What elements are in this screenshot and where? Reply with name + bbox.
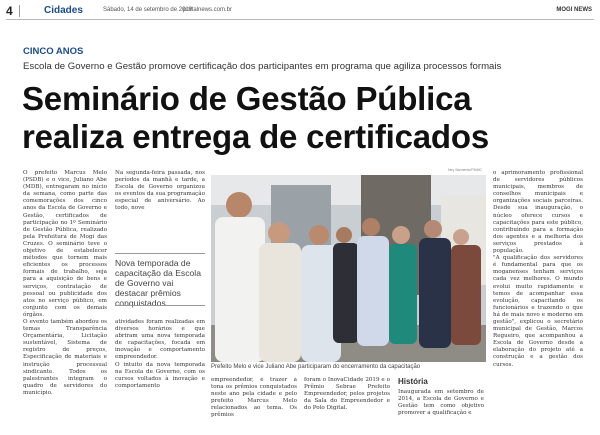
event-photo xyxy=(211,175,486,362)
body-column-2-top: Na segunda-feira passada, nos períodos da manhã e tarde, a Escola de Governo organizou os eventos da sua programação especial de aniversário. Ao todo, nove xyxy=(115,170,205,212)
event-photo-illustration xyxy=(211,175,486,362)
headline-line-1: Seminário de Gestão Pública xyxy=(22,80,472,117)
photo-caption: Prefeito Melo e vice Juliano Abe participaram do encerramento da capacitação xyxy=(211,364,421,370)
page-number: 4 xyxy=(6,4,13,18)
brand-logo: MOGI NEWS xyxy=(556,7,592,13)
photo-credit: Ney Sarmento/PMMC xyxy=(448,168,483,172)
header-rule xyxy=(6,19,594,20)
body-column-2-bottom: atividades foram realizadas em diversos horários e que abriram uma nova temporada de capacitações, focada em inovação e comportamento empreendedor. O intuito da nova temporada na Escola de Governo, com os cursos voltados à inovação e comportamento xyxy=(115,319,205,389)
body-column-6: o aprimoramento profissional de servidores públicos municipais, membros de conselhos municipais e organizações sociais parceiras. Desde sua inauguração, o núcleo oferece cursos e capacitações para este público, contribuindo para a formação dos agentes e a melhoria dos serviços prestados à população. "A qualificação dos servidores é fundamental para que os moganenses tenham serviços cada vez melhores. O mundo evolui muito rapidamente e temos de acompanhar essa evolução, capacitando os funcionários e trazendo o que há de mais novo e moderno em gestão", explicou o secretário municipal de Gestão, Marcos Regueiro, que acompanhou a Escola de Governo desde a elaboração do projeto até a construção e a gestão dos cursos. xyxy=(493,170,583,368)
subheadline: Escola de Governo e Gestão promove certificação dos participantes em programa que agiliza processos formais xyxy=(23,61,502,72)
pullquote: Nova temporada de capacitação da Escola de Governo vai destacar prêmios conquistados xyxy=(115,258,201,308)
kicker: CINCO ANOS xyxy=(23,46,84,57)
body-column-3: empreendedor, é trazer à tona os prêmios conquistados neste ano pela cidade e pelo prefeito Marcus Melo relacionados ao tema. Os prêmios xyxy=(211,377,297,419)
body-column-1: O prefeito Marcus Melo (PSDB) e o vice, Juliano Abe (MDB), entregaram no início da semana, como parte das comemorações dos cinco anos da Escola de Governo e Gestão, certificados de participação no 1º Seminário de Gestão Pública, realizado pela Prefeitura de Mogi das Cruzes. O seminário teve o objetivo de estabelecer métodos que tornem mais eficientes os processos formais de trabalho, seja para a aquisição de bens e serviços, contratação de pessoal ou publicidade dos atos no serviço público, em conjunto com os demais órgãos. O evento também abordou os temas Transparência Orçamentária, Licitação sustentável, Sistema de registro de preços, Especificação de materiais e instrução processual sindicante. Todos os palestrantes integram o quadro de servidores do município. xyxy=(23,170,107,396)
history-subheading: História xyxy=(398,377,428,386)
headline xyxy=(22,80,489,156)
issue-date: Sábado, 14 de setembro de 2019 xyxy=(103,7,193,13)
site-url: portalnews.com.br xyxy=(183,7,233,13)
section-divider xyxy=(19,5,40,17)
section-label: Cidades xyxy=(44,5,83,16)
pullquote-rule-bottom xyxy=(115,305,205,306)
headline-line-2: realiza entrega de certificados xyxy=(22,118,489,155)
body-column-5: Inaugurada em setembro de 2014, a Escola de Governo e Gestão tem como objetivo promover a qualificação e xyxy=(398,389,484,417)
body-column-4: foram o InovaCidade 2019 e o Prêmio Sebrae Prefeito Empreendedor, pelos projetos da Sala do Empreendedor e do Polo Digital. xyxy=(304,377,390,412)
pullquote-rule-top xyxy=(115,253,205,254)
